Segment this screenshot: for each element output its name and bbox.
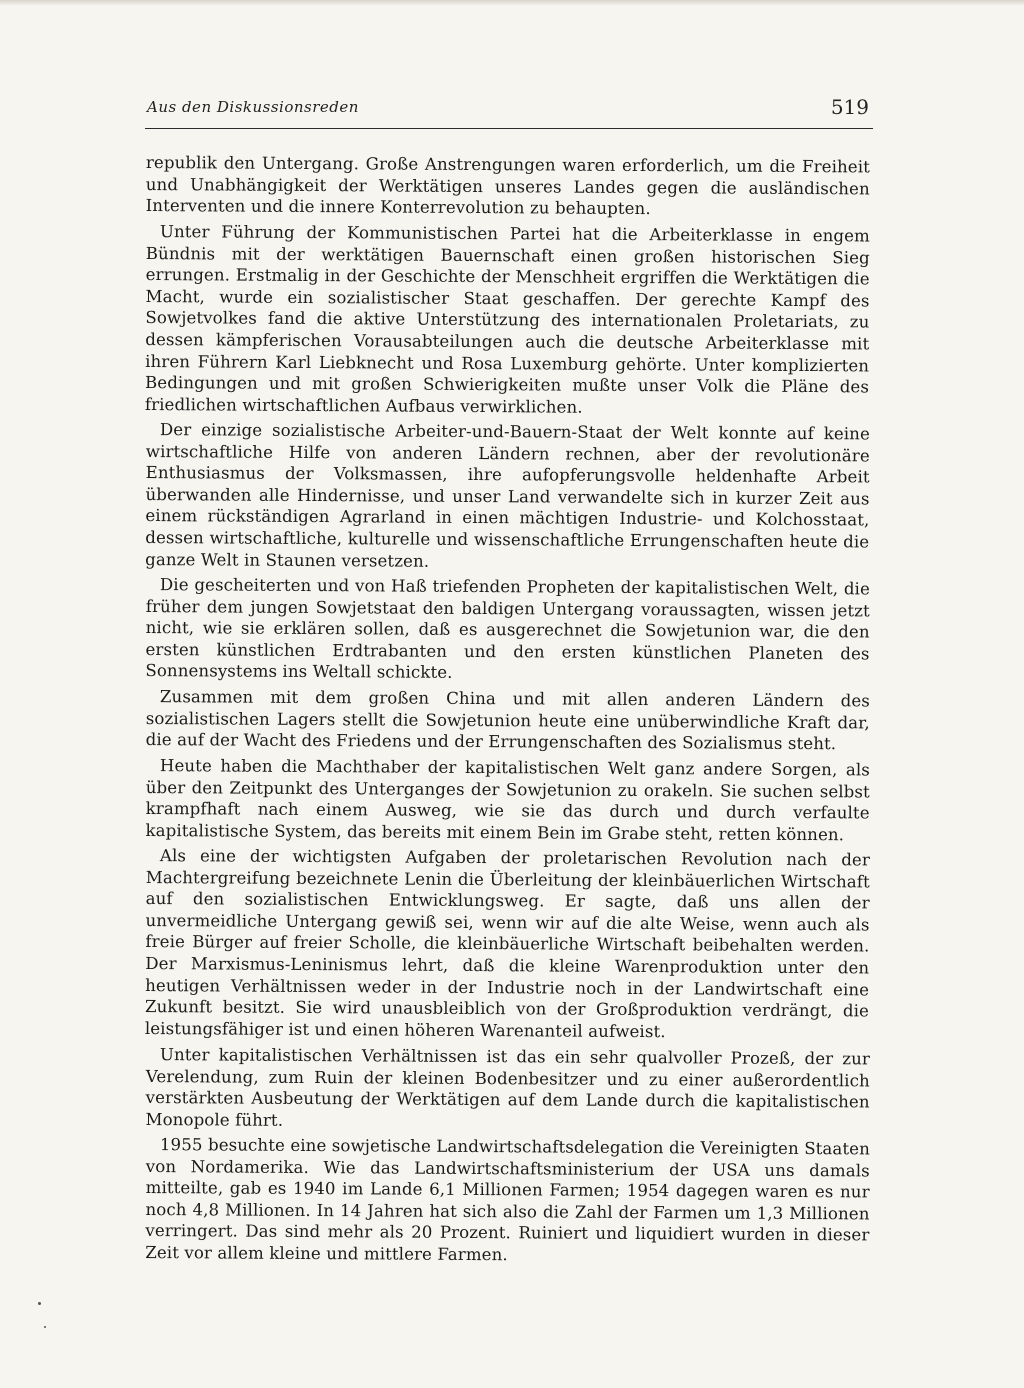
paragraph: republik den Untergang. Große Anstrengungen waren erforderlich, um die Freiheit und Unabhängigkeit der Werktätigen unseres Landes gegen die ausländischen Interventen und die innere Konterrevolution zu behaupten. (145, 152, 870, 219)
body-text (146, 152, 870, 1268)
paragraph: Der einzige sozialistische Arbeiter-und-Bauern-Staat der Welt konnte auf keine wirtschaftliche Hilfe von anderen Ländern rechnen, aber der revolutionäre Enthusiasmus der Volksmassen, ihre aufopferungsvolle heldenhafte Arbeit überwanden alle Hindernisse, und unser Land verwandelte sich in kurzer Zeit aus einem rückständigen Agrarland in einen mächtigen Industrie- und Kolchosstaat, dessen wirtschaftliche, kulturelle und wissenschaftliche Errungenschaften heute die ganze Welt in Staunen versetzen. (145, 420, 870, 571)
page-header (145, 94, 873, 129)
paragraph: Die gescheiterten und von Haß triefenden Propheten der kapitalistischen Welt, die früher dem jungen Sowjetstaat den baldigen Untergang voraussagten, wissen jetzt nicht, wie sie erklären sollen, daß es ausgerechnet die Sowjetunion war, die den ersten künstlichen Erdtrabanten und den ersten künstlichen Planeten des Sonnensystems ins Weltall schickte. (145, 575, 870, 683)
paragraph: Als eine der wichtigsten Aufgaben der proletarischen Revolution nach der Machtergreifung bezeichnete Lenin die Überleitung der kleinbäuerlichen Wirtschaft auf den sozialistischen Entwicklungsweg. Er sagte, daß uns allen der unvermeidliche Untergang gewiß sei, wenn wir auf die alte Weise, wenn auch als freie Bürger auf freier Scholle, die kleinbäuerliche Wirtschaft beibehalten werden. Der Marxismus-Leninismus lehrt, daß die kleine Warenproduktion unter den heutigen Verhältnissen weder in der Industrie noch in der Landwirtschaft eine Zukunft besitzt. Sie wird unausbleiblich von der Großproduktion verdrängt, die leistungsfähiger ist und einen höheren Warenanteil aufweist. (144, 846, 870, 1042)
scan-shadow (0, 0, 1024, 6)
scan-speck (38, 1302, 41, 1305)
scan-speck (44, 1326, 46, 1328)
paragraph: Unter Führung der Kommunistischen Partei hat die Arbeiterklasse in engem Bündnis mit der werktätigen Bauernschaft einen großen historischen Sieg errungen. Erstmalig in der Geschichte der Menschheit ergriffen die Werktätigen die Macht, wurde ein sozialistischer Staat geschaffen. Der gerechte Kampf des Sowjetvolkes fand die aktive Unterstützung des internationalen Proletariats, zu dessen kämpferischen Vorausabteilungen auch die deutsche Arbeiterklasse mit ihren Führern Karl Liebknecht und Rosa Luxemburg gehörte. Unter komplizierten Bedingungen und mit großen Schwierigkeiten mußte unser Volk die Pläne des friedlichen wirtschaftlichen Aufbaus verwirklichen. (144, 221, 870, 417)
running-head: Aus den Diskussionsreden (147, 98, 359, 116)
paragraph: Heute haben die Machthaber der kapitalistischen Welt ganz andere Sorgen, als über den Zeitpunkt des Unterganges der Sowjetunion zu orakeln. Sie suchen selbst krampfhaft nach einem Ausweg, wie sie das durch und durch verfaulte kapitalistische System, das bereits mit einem Bein im Grabe steht, retten können. (145, 756, 870, 845)
paragraph: 1955 besuchte eine sowjetische Landwirtschaftsdelegation die Vereinigten Staaten von Nordamerika. Wie das Landwirtschaftsministerium der USA uns damals mitteilte, gab es 1940 im Lande 6,1 Millionen Farmen; 1954 dagegen waren es nur noch 4,8 Millionen. In 14 Jahren hat sich also die Zahl der Farmen um 1,3 Millionen verringert. Das sind mehr als 20 Prozent. Ruiniert und liquidiert wurden in dieser Zeit vor allem kleine und mittlere Farmen. (145, 1135, 870, 1265)
page-number: 519 (830, 95, 869, 119)
paragraph: Unter kapitalistischen Verhältnissen ist das ein sehr qualvoller Prozeß, der zur Verelendung, zum Ruin der kleinen Bodenbesitzer und zu einer außerordentlich verstärkten Ausbeutung der Werktätigen auf dem Lande durch die kapitalistischen Monopole führt. (145, 1044, 870, 1130)
paragraph: Zusammen mit dem großen China und mit allen anderen Ländern des sozialistischen Lagers stellt die Sowjetunion heute eine unüberwindliche Kraft dar, die auf der Wacht des Friedens und der Errungenschaften des Sozialismus steht. (145, 687, 870, 754)
